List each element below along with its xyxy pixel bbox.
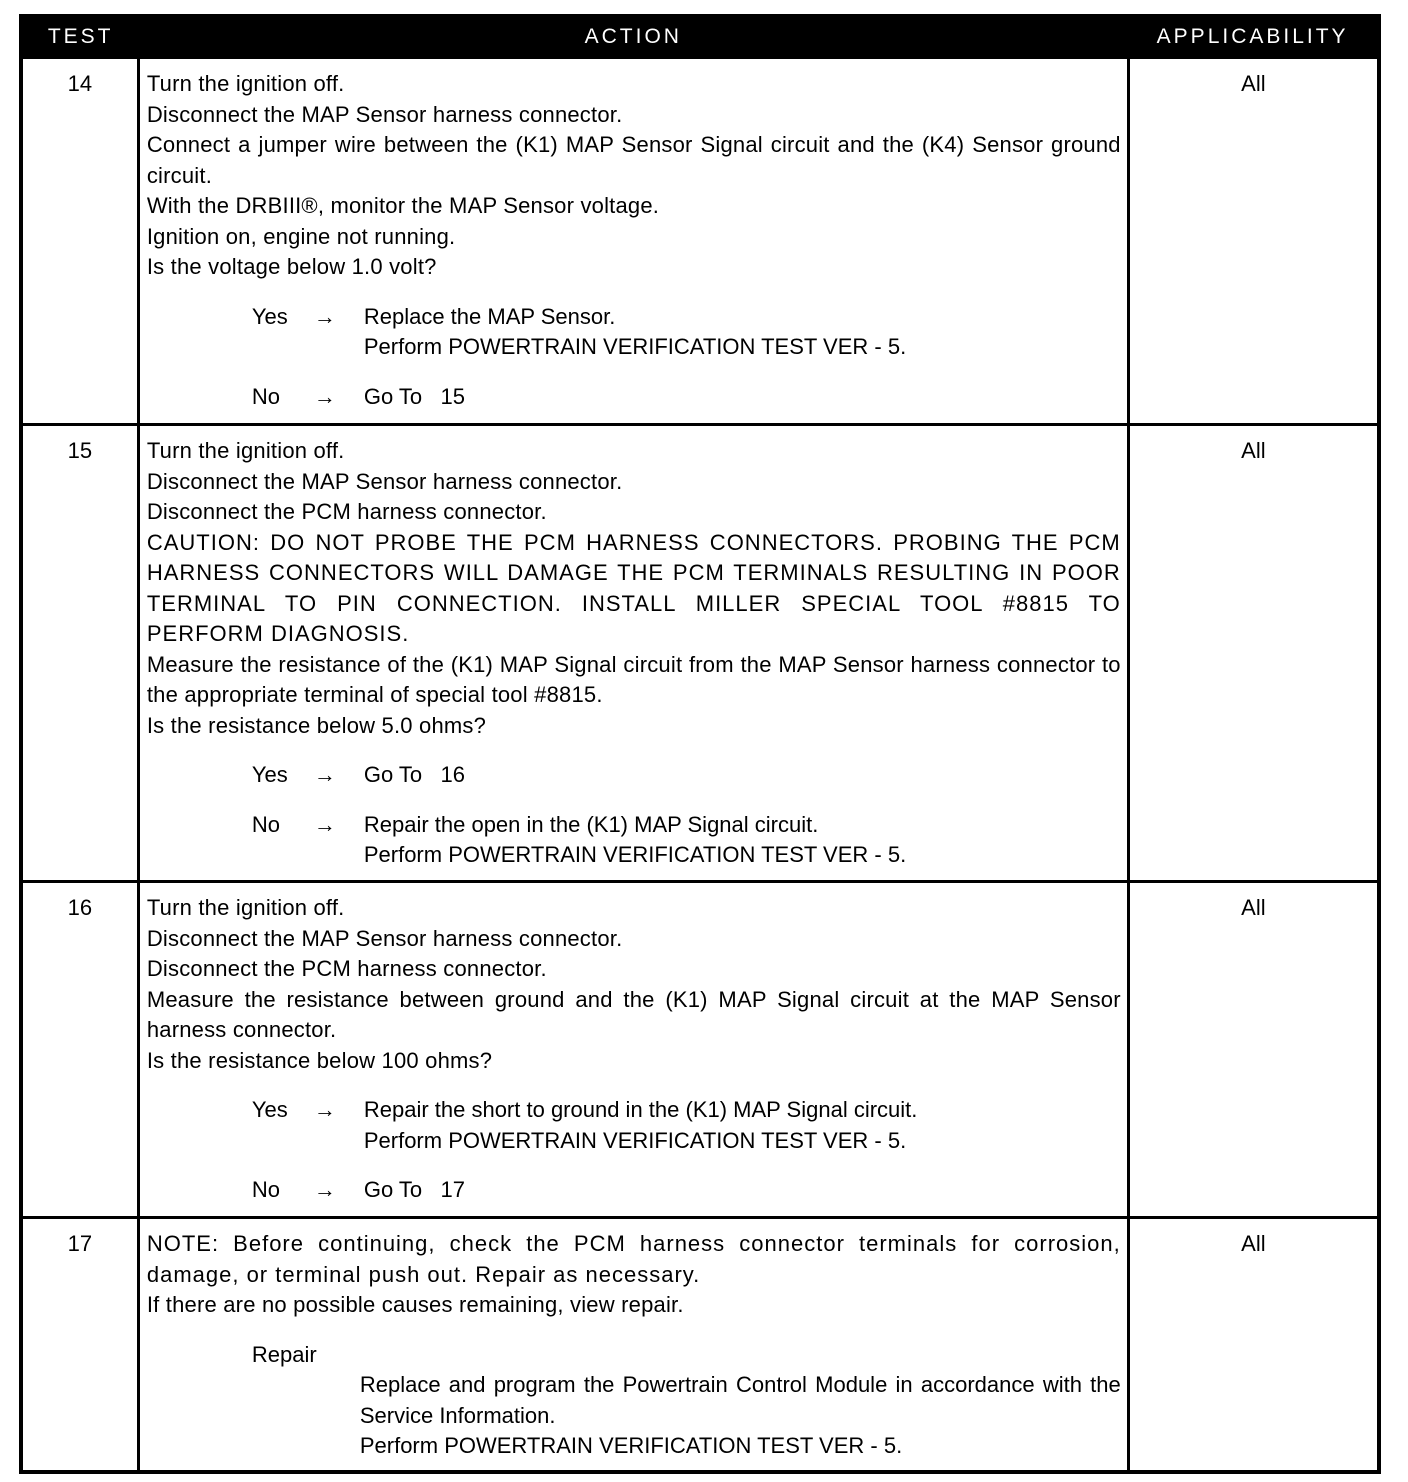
test-number: 14	[21, 58, 138, 425]
table-row-test-14	[21, 58, 1379, 425]
result-line: Perform POWERTRAIN VERIFICATION TEST VER - 5.	[363, 1127, 907, 1153]
step-text: Ignition on, engine not running.	[146, 223, 456, 249]
answer-label: Yes	[251, 1097, 288, 1122]
arrow-right-icon: →	[313, 811, 336, 837]
result-line: Repair the short to ground in the (K1) MAP Signal circuit.	[363, 1097, 918, 1122]
step-text: Turn the ignition off.	[146, 438, 345, 463]
header-test: TEST	[21, 16, 138, 58]
answer-label: Yes	[251, 303, 288, 329]
action-cell	[138, 882, 1128, 1218]
step-text: Measure the resistance of the (K1) MAP Signal circuit from the MAP Sensor harness connector to the appropriate terminal of special tool #8815.	[146, 651, 1121, 707]
header-action: ACTION	[138, 16, 1128, 58]
answer-result	[364, 760, 1121, 791]
answer-no	[147, 382, 1121, 413]
step-text: Disconnect the MAP Sensor harness connector.	[146, 101, 623, 127]
action-cell	[138, 58, 1128, 425]
note-text: NOTE: Before continuing, check the PCM harness connector terminals for corrosion, damage, or terminal push out. Repair as necessary.	[146, 1231, 1121, 1287]
step-text: Disconnect the MAP Sensor harness connector.	[146, 468, 623, 494]
answer-label: No	[251, 1177, 280, 1202]
answer-no	[147, 1175, 1121, 1206]
applicability-cell: All	[1128, 58, 1379, 425]
answer-result	[364, 302, 1121, 363]
test-number: 17	[21, 1218, 138, 1472]
answer-label: No	[251, 383, 280, 409]
result-line: Go To 17	[363, 1177, 465, 1202]
repair-line: Replace and program the Powertrain Control Module in accordance with the Service Information.	[359, 1372, 1121, 1428]
step-text: Is the resistance below 100 ohms?	[146, 1047, 493, 1073]
step-text: If there are no possible causes remaining, view repair.	[146, 1292, 684, 1317]
answer-yes	[147, 760, 1121, 791]
answer-result	[364, 1095, 1121, 1156]
step-text: Disconnect the PCM harness connector.	[146, 956, 547, 981]
applicability-cell: All	[1128, 1218, 1379, 1472]
answer-result	[364, 1175, 1121, 1206]
table-header-row	[21, 16, 1379, 58]
repair-line: Perform POWERTRAIN VERIFICATION TEST VER - 5.	[359, 1433, 903, 1458]
header-applicability: APPLICABILITY	[1128, 16, 1379, 58]
result-line: Go To 16	[363, 762, 465, 787]
table-row-test-16	[21, 882, 1379, 1218]
result-line: Repair the open in the (K1) MAP Signal circuit.	[363, 811, 819, 837]
action-cell	[138, 425, 1128, 882]
answer-label: No	[251, 811, 280, 837]
step-text: Measure the resistance between ground and the (K1) MAP Signal circuit at the MAP Sensor harness connector.	[146, 986, 1121, 1042]
applicability-cell: All	[1128, 882, 1379, 1218]
table-row-test-17	[21, 1218, 1379, 1472]
result-line: Go To 15	[363, 383, 465, 409]
applicability-cell: All	[1128, 425, 1379, 882]
result-line: Perform POWERTRAIN VERIFICATION TEST VER - 5.	[363, 842, 907, 867]
answer-result	[364, 382, 1121, 413]
step-text: Turn the ignition off.	[146, 71, 345, 96]
step-text: Disconnect the MAP Sensor harness connector.	[146, 925, 623, 951]
step-text: Is the resistance below 5.0 ohms?	[146, 712, 487, 738]
step-text: Turn the ignition off.	[146, 895, 345, 920]
step-text: With the DRBIII®, monitor the MAP Sensor voltage.	[146, 193, 660, 218]
arrow-right-icon: →	[313, 1177, 336, 1202]
answer-result	[364, 810, 1121, 871]
test-number: 15	[21, 425, 138, 882]
answer-no	[147, 810, 1121, 871]
step-text: Disconnect the PCM harness connector.	[146, 499, 547, 524]
diagnostic-test-table	[19, 14, 1381, 1474]
answer-label: Yes	[251, 762, 288, 787]
result-line: Perform POWERTRAIN VERIFICATION TEST VER - 5.	[363, 334, 907, 359]
answer-yes	[147, 302, 1121, 363]
arrow-right-icon: →	[313, 1097, 336, 1122]
repair-instructions	[252, 1370, 1121, 1462]
arrow-right-icon: →	[313, 383, 336, 409]
arrow-right-icon: →	[313, 762, 336, 787]
repair-block	[147, 1340, 1121, 1462]
test-number: 16	[21, 882, 138, 1218]
action-cell	[138, 1218, 1128, 1472]
step-text: Connect a jumper wire between the (K1) MAP Sensor Signal circuit and the (K4) Sensor ground circuit.	[146, 132, 1121, 188]
result-line: Replace the MAP Sensor.	[363, 303, 616, 329]
table-row-test-15	[21, 425, 1379, 882]
answer-yes	[147, 1095, 1121, 1156]
repair-label: Repair	[251, 1341, 317, 1367]
arrow-right-icon: →	[313, 303, 336, 329]
step-text: Is the voltage below 1.0 volt?	[146, 254, 437, 279]
caution-text: CAUTION: DO NOT PROBE THE PCM HARNESS CONNECTORS. PROBING THE PCM HARNESS CONNECTORS WILL DAMAGE THE PCM TERMINALS RESULTING IN POOR TERMINAL TO PIN CONNECTION. INSTALL MILLER SPECIAL TOOL #8815 TO PERFORM DIAGNOSIS.	[146, 529, 1121, 646]
